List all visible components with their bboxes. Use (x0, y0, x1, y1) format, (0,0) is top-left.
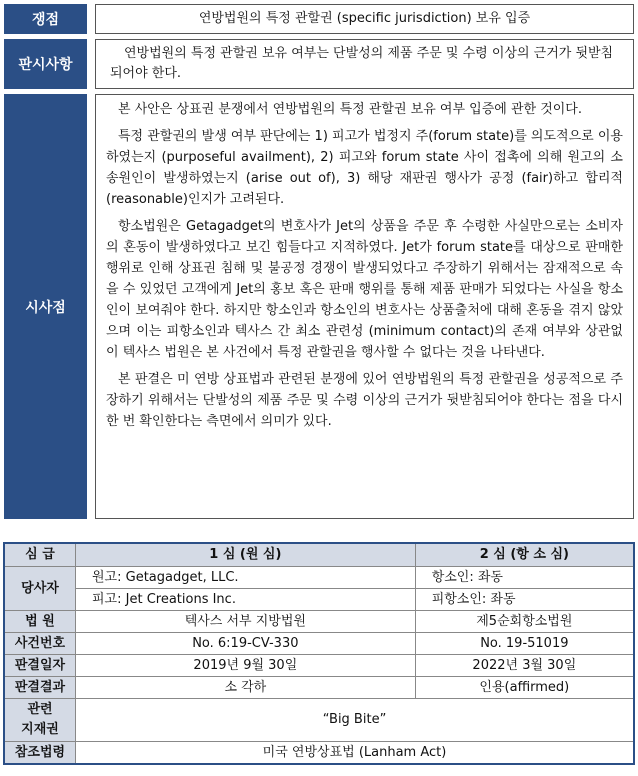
ip-value: “Big Bite” (76, 699, 635, 742)
issue-text: 연방법원의 특정 관할권 (specific jurisdiction) 보유 입증 (95, 4, 634, 34)
ip-row (4, 699, 634, 742)
case-number-label: 사건번호 (4, 633, 76, 655)
first-instance-header: 1 심 (원 심) (76, 543, 416, 567)
holding-content (95, 39, 634, 89)
judgment-date-appeal: 2022년 3월 30일 (415, 655, 634, 677)
court-appeal: 제5순회항소법원 (415, 611, 634, 633)
result-first: 소 각하 (76, 677, 416, 699)
court-row (4, 611, 634, 633)
level-label: 심 급 (4, 543, 76, 567)
issue-row (4, 4, 634, 34)
parties-row-1 (4, 567, 634, 589)
ip-label-line-1: 관련 (27, 702, 53, 717)
implications-label: 시사점 (4, 94, 87, 519)
parties-row-2 (4, 589, 634, 611)
law-row (4, 742, 634, 765)
plaintiff: 원고: Getagadget, LLC. (76, 567, 416, 589)
law-value: 미국 연방상표법 (Lanham Act) (76, 742, 635, 765)
result-label: 판결결과 (4, 677, 76, 699)
court-label: 법 원 (4, 611, 76, 633)
case-number-appeal: No. 19-51019 (415, 633, 634, 655)
judgment-date-first: 2019년 9월 30일 (76, 655, 416, 677)
ip-label-line-2: 지재권 (21, 722, 59, 737)
implications-paragraph-1: 본 사안은 상표권 분쟁에서 연방법원의 특정 관할권 보유 여부 입증에 관한 것이다. (118, 102, 583, 117)
implications-paragraph-4: 본 판결은 미 연방 상표법과 관련된 분쟁에 있어 연방법원의 특정 관할권을 성공적으로 주장하기 위해서는 단발성의 제품 주문 및 수령 이상의 근거가 뒷받침되어야 한다는 점을 다시 한 번 확인한다는 측면에서 의미가 있다. (106, 372, 623, 429)
appellee: 피항소인: 좌동 (415, 589, 634, 611)
case-header-row (4, 543, 634, 567)
result-row (4, 677, 634, 699)
holding-text: 연방법원의 특정 관할권 보유 여부는 단발성의 제품 주문 및 수령 이상의 근거가 뒷받침되어야 한다. (110, 46, 614, 81)
summary-table (4, 4, 634, 524)
implications-content (95, 94, 634, 519)
court-first: 텍사스 서부 지방법원 (76, 611, 416, 633)
implications-paragraph-3: 항소법원은 Getagadget의 변호사가 Jet의 상품을 주문 후 수령한 사실만으로는 소비자의 혼동이 발생하였다고 보긴 힘들다고 지적하였다. Jet가 forum state를 대상으로 판매한 행위로 인해 상표권 침해 및 불공정 경쟁이 발생되었다고 주장하기 위해서는 잠재적으로 속을 수 있었던 고객에게 Jet의 홍보 혹은 판매 행위를 통해 제품 판매가 되었다는 사실을 항소인이 보여줘야 한다. 하지만 항소인과 항소인의 변호사는 상품출처에 대해 혼동을 겪지 않았으며 이는 피항소인과 텍사스 간 최소 관련성 (minimum contact)의 존재 여부와 상관없이 텍사스 법원은 본 사건에서 특정 관할권을 행사할 수 없다는 것을 나타낸다. (106, 219, 623, 360)
holding-row (4, 39, 634, 89)
parties-label: 당사자 (4, 567, 76, 611)
judgment-date-row (4, 655, 634, 677)
case-info-table (3, 542, 635, 765)
appellant: 항소인: 좌동 (415, 567, 634, 589)
result-appeal: 인용(affirmed) (415, 677, 634, 699)
appeal-header: 2 심 (항 소 심) (415, 543, 634, 567)
law-label: 참조법령 (4, 742, 76, 765)
defendant: 피고: Jet Creations Inc. (76, 589, 416, 611)
judgment-date-label: 판결일자 (4, 655, 76, 677)
case-number-first: No. 6:19-CV-330 (76, 633, 416, 655)
ip-label (4, 699, 76, 742)
issue-label: 쟁점 (4, 4, 87, 34)
case-number-row (4, 633, 634, 655)
implications-row (4, 94, 634, 519)
implications-paragraph-2: 특정 관할권의 발생 여부 판단에는 1) 피고가 법정지 주(forum state)를 의도적으로 이용하였는지 (purposeful availment), 2) 피고와 forum state 사이 접촉에 의해 원고의 소송원인이 발생하였는지 (arise out of), 3) 해당 재판권 행사가 공정 (fair)하고 합리적 (reasonable)인지가 고려된다. (106, 129, 623, 207)
holding-label: 판시사항 (4, 39, 87, 89)
